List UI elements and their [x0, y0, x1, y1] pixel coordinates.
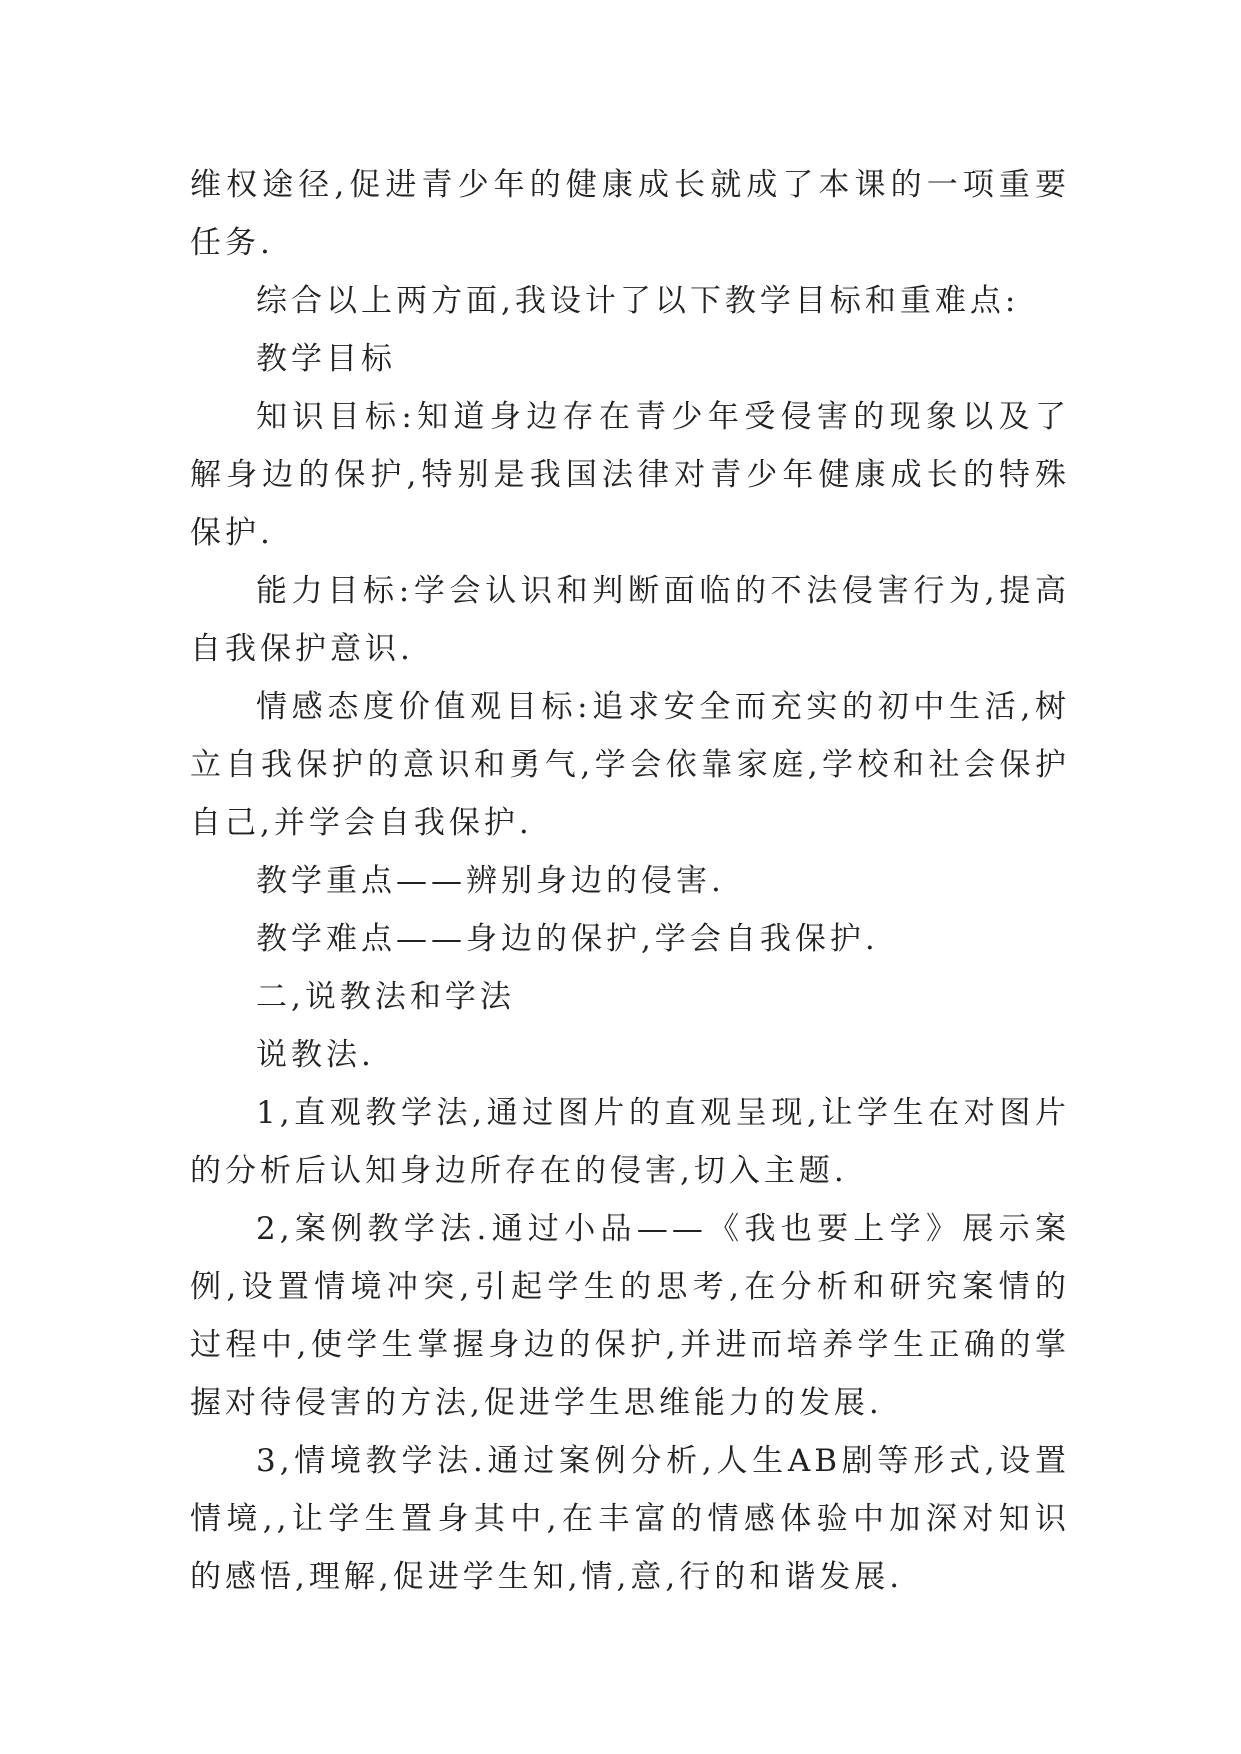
section-heading-methods: 二,说教法和学法 — [256, 979, 515, 1015]
paragraph-key-point: 教学重点——辨别身边的侵害. — [256, 863, 725, 899]
subheading-teaching-methods: 说教法. — [256, 1037, 375, 1073]
list-item-method-1: 1,直观教学法,通过图片的直观呈现,让学生在对图片的分析后认知身边所存在的侵害,切入主题. — [190, 1095, 1070, 1189]
paragraph-2: 综合以上两方面,我设计了以下教学目标和重难点: — [256, 283, 1020, 319]
paragraph-1: 维权途径,促进青少年的健康成长就成了本课的一项重要任务. — [190, 167, 1070, 261]
paragraph-ability-goal: 能力目标:学会认识和判断面临的不法侵害行为,提高自我保护意识. — [190, 573, 1070, 667]
paragraph-emotion-goal: 情感态度价值观目标:追求安全而充实的初中生活,树立自我保护的意识和勇气,学会依靠家庭,学校和社会保护自己,并学会自我保护. — [190, 689, 1070, 841]
paragraph-difficult-point: 教学难点——身边的保护,学会自我保护. — [256, 921, 879, 957]
paragraph-knowledge-goal: 知识目标:知道身边存在青少年受侵害的现象以及了解身边的保护,特别是我国法律对青少年健康成长的特殊保护. — [190, 399, 1070, 551]
section-heading-teaching-goals: 教学目标 — [256, 341, 396, 377]
list-item-method-2: 2,案例教学法.通过小品——《我也要上学》展示案例,设置情境冲突,引起学生的思考,在分析和研究案情的过程中,使学生掌握身边的保护,并进而培养学生正确的掌握对待侵害的方法,促进学生思维能力的发展. — [190, 1211, 1070, 1421]
document-body — [190, 156, 1070, 1606]
list-item-method-3: 3,情境教学法.通过案例分析,人生AB剧等形式,设置情境,,让学生置身其中,在丰富的情感体验中加深对知识的感悟,理解,促进学生知,情,意,行的和谐发展. — [190, 1443, 1070, 1595]
